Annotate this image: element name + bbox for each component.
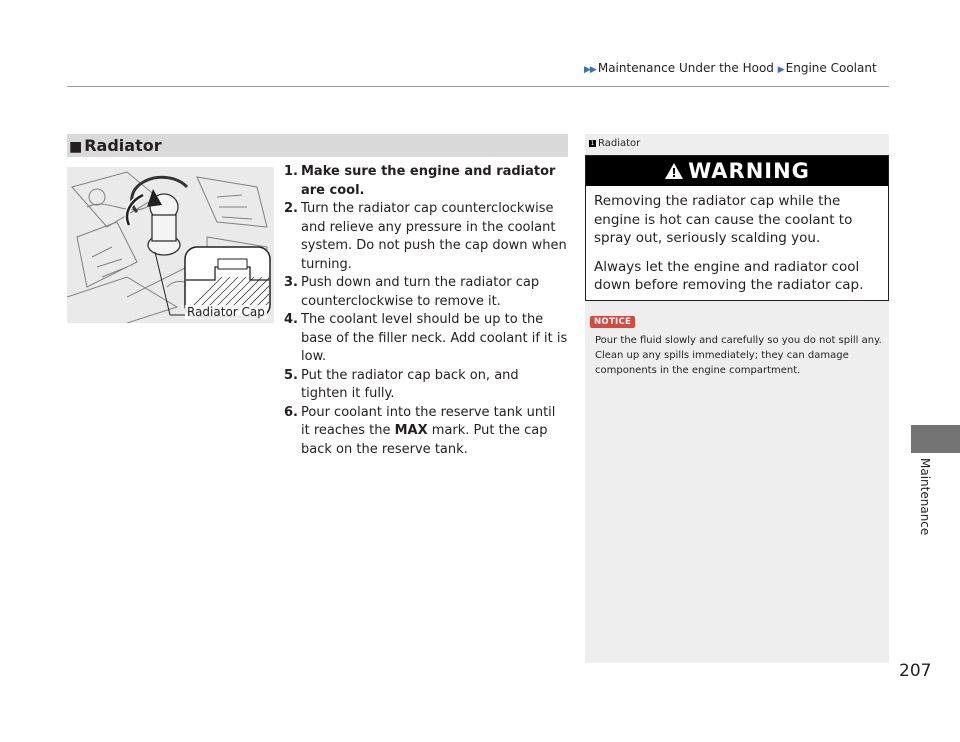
- section-title: Radiator: [84, 136, 162, 155]
- reference-number-icon: 1: [590, 140, 595, 147]
- sidebar-title: 1 Radiator: [590, 138, 641, 149]
- notice-badge: NOTICE: [590, 316, 635, 328]
- radiator-cap-illustration: [67, 167, 274, 323]
- list-item: 2. Turn the radiator cap counterclockwise and relieve any pressure in the coolant system. Do not push the cap down when turning.: [284, 201, 567, 272]
- breadcrumb: [584, 61, 904, 75]
- notice-text: Pour the fluid slowly and carefully so you do not spill any. Clean up any spills immediately; they can damage components in the engine compartment.: [595, 335, 882, 376]
- warning-heading: WARNING: [586, 156, 888, 186]
- list-item: 1. Make sure the engine and radiator are cool.: [284, 164, 556, 198]
- max-mark-label: MAX: [394, 423, 428, 438]
- breadcrumb-arrow-icon: ▶: [777, 65, 784, 75]
- warning-box: [585, 155, 889, 301]
- breadcrumb-item-2: Engine Coolant: [785, 61, 877, 75]
- engine-bay-drawing: [67, 167, 274, 323]
- header-divider: [67, 86, 889, 87]
- warning-text: [586, 186, 888, 295]
- illustration-callout-label: Radiator Cap: [187, 305, 265, 319]
- chapter-tab: [911, 425, 960, 453]
- warning-paragraph: Always let the engine and radiator cool down before removing the radiator cap.: [594, 258, 864, 293]
- list-item: 4. The coolant level should be up to the base of the filler neck. Add coolant if it is low.: [284, 312, 568, 364]
- list-item: 5. Put the radiator cap back on, and tighten it fully.: [284, 367, 519, 401]
- sidebar-notes: [585, 134, 889, 663]
- breadcrumb-item-1: Maintenance Under the Hood: [597, 61, 774, 75]
- warning-paragraph: Removing the radiator cap while the engine is hot can cause the coolant to spray out, seriously scalding you.: [594, 193, 853, 246]
- breadcrumb-arrow-icon: ▶▶: [584, 65, 596, 75]
- list-item: 3. Push down and turn the radiator cap counterclockwise to remove it.: [284, 275, 540, 309]
- instruction-steps: [284, 163, 568, 459]
- section-heading: [67, 134, 568, 157]
- page-number: 207: [899, 661, 932, 681]
- chapter-tab-label: Maintenance: [918, 458, 932, 536]
- warning-triangle-icon: [664, 158, 684, 188]
- square-bullet-icon: ■: [69, 139, 83, 155]
- list-item: 6. Pour coolant into the reserve tank until it reaches the MAX mark. Put the cap back on the reserve tank.: [284, 404, 556, 457]
